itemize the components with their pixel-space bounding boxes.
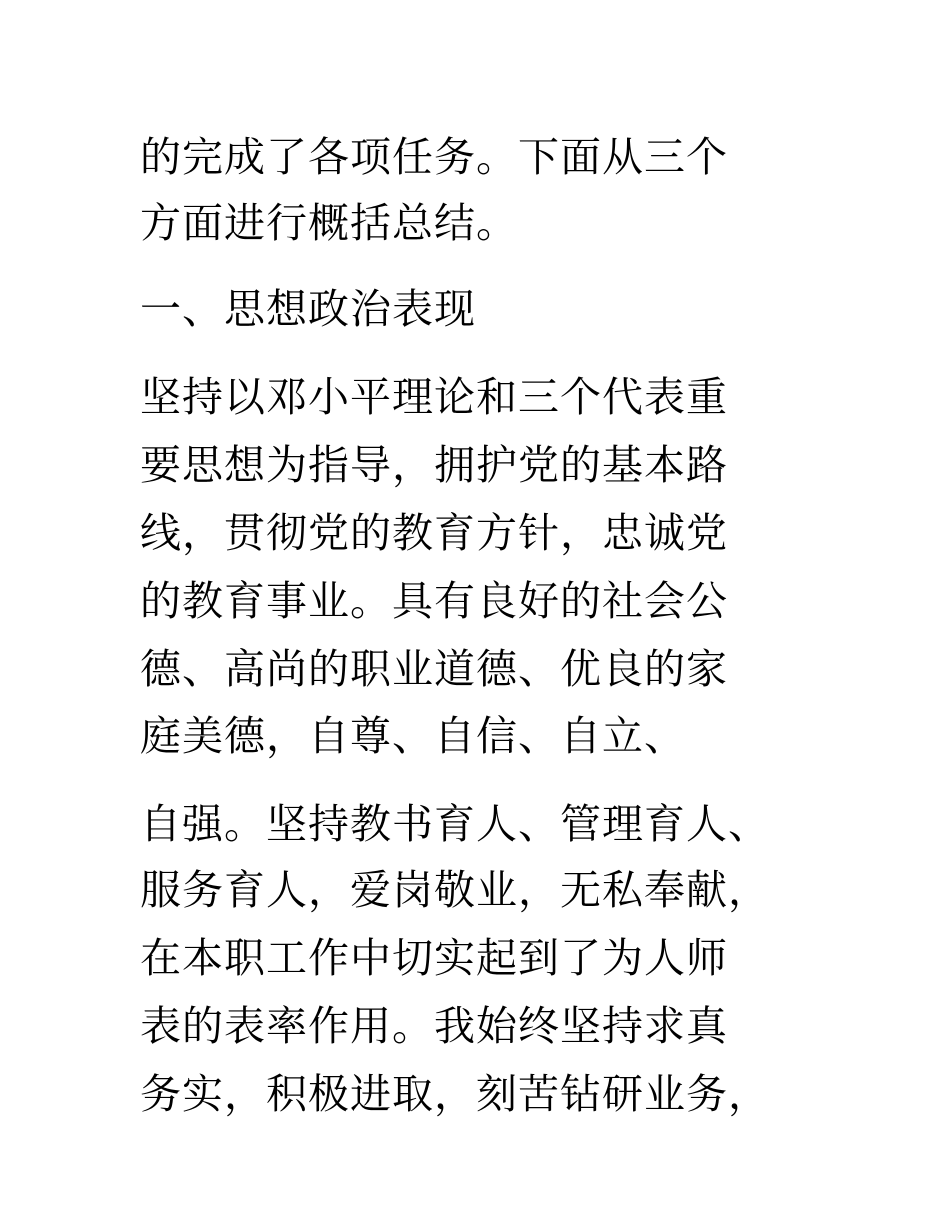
- text-line: 德、高尚的职业道德、优良的家: [140, 645, 728, 693]
- text-line: 服务育人，爱岗敬业，无私奉献，: [140, 866, 770, 914]
- text-line: 表的表率作用。我始终坚持求真: [140, 1002, 728, 1050]
- text-line: 庭美德，自尊、自信、自立、: [140, 712, 686, 760]
- text-line: 务实，积极进取，刻苦钻研业务，: [140, 1070, 770, 1118]
- text-line: 自强。坚持教书育人、管理育人、: [140, 800, 770, 848]
- text-line: 在本职工作中切实起到了为人师: [140, 934, 728, 982]
- text-line: 坚持以邓小平理论和三个代表重: [140, 373, 728, 421]
- text-line: 线，贯彻党的教育方针，忠诚党: [140, 509, 728, 557]
- text-line: 方面进行概括总结。: [140, 199, 518, 247]
- text-line: 的完成了各项任务。下面从三个: [140, 133, 728, 181]
- section-heading: 一、思想政治表现: [140, 285, 476, 333]
- text-line: 要思想为指导，拥护党的基本路: [140, 441, 728, 489]
- text-line: 的教育事业。具有良好的社会公: [140, 577, 728, 625]
